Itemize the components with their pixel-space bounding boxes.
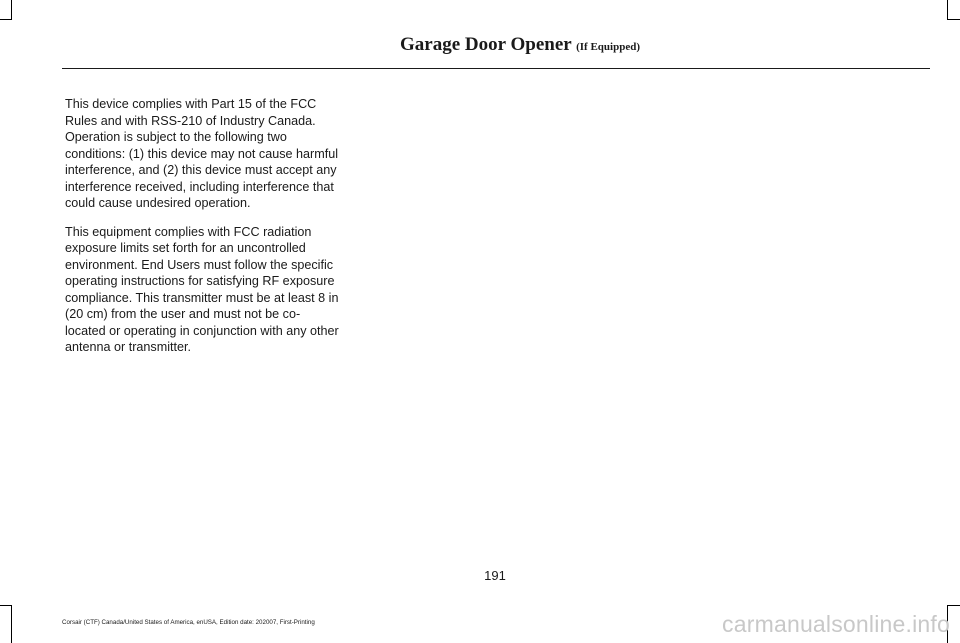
paragraph-rf-exposure: This equipment complies with FCC radiation exposure limits set forth for an uncontrolled environment. End Users must follow the specific operating instructions for satisfying RF exposure compliance. This transmitter must be at least 8 in (20 cm) from the user and must not be co-located or operating in conjunction with any other antenna or transmitter.	[65, 224, 339, 354]
crop-mark-bottom-left-horizontal	[0, 605, 12, 606]
paragraph-fcc-compliance: This device complies with Part 15 of the FCC Rules and with RSS-210 of Industry Canada. Operation is subject to the following two conditions: (1) this device may not cause harmful interference, and (2) this device must accept any interference received, including interference that could cause undesired operation.	[65, 97, 338, 210]
section-subtitle: (If Equipped)	[576, 41, 640, 53]
body-column	[65, 96, 340, 368]
page-number: 191	[484, 568, 506, 583]
crop-mark-top-right-vertical	[947, 0, 948, 20]
crop-mark-bottom-right-horizontal	[947, 605, 960, 606]
crop-mark-top-right-horizontal	[947, 19, 960, 20]
section-title: Garage Door Opener	[400, 34, 572, 55]
crop-mark-top-left-horizontal	[0, 19, 12, 20]
page-title	[400, 34, 640, 56]
crop-mark-top-left-vertical	[11, 0, 12, 20]
crop-mark-bottom-left-vertical	[11, 605, 12, 643]
header-divider	[62, 68, 930, 69]
edition-footer: Corsair (CTF) Canada/United States of America, enUSA, Edition date: 202007, First-Printing	[62, 619, 315, 626]
watermark-logo: carmanualsonline.info	[722, 611, 950, 637]
